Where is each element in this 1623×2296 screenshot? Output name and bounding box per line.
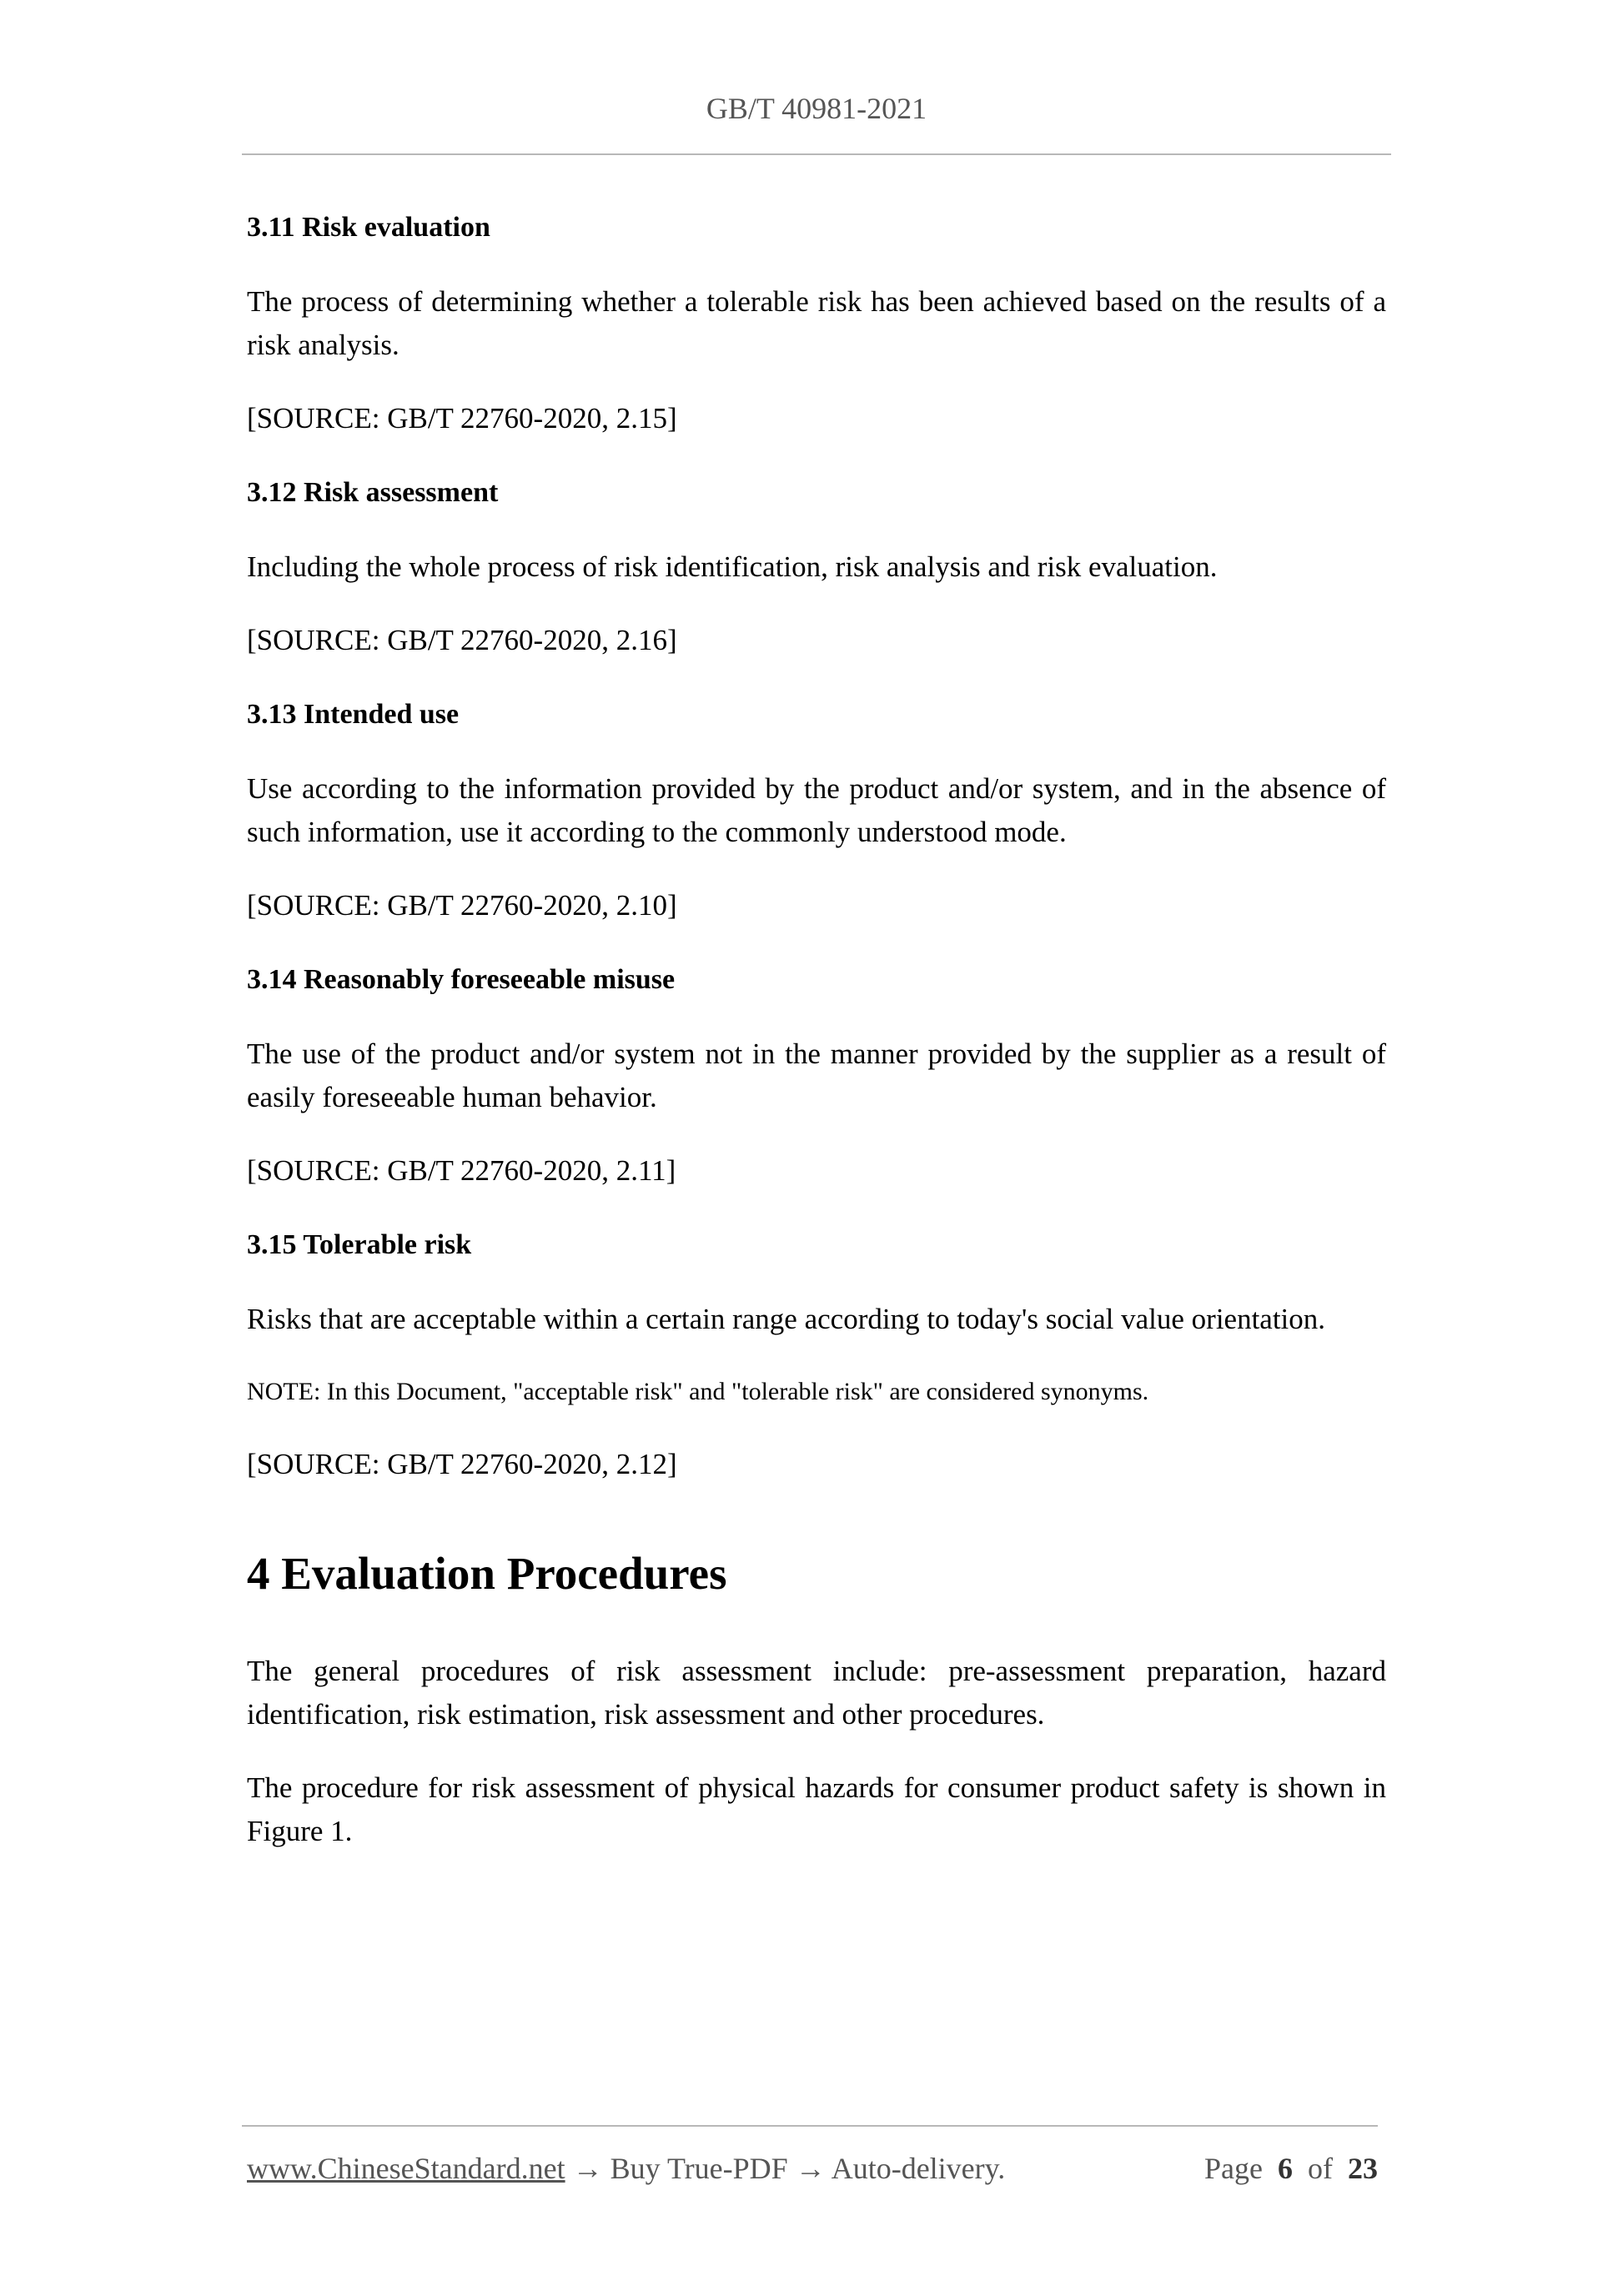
arrow-right-icon: → (572, 2152, 603, 2185)
footer-divider (242, 2125, 1378, 2127)
term-heading-3-12: 3.12 Risk assessment (247, 477, 499, 508)
section-4-paragraph-2: The procedure for risk assessment of physical hazards for consumer product safety is shown in Figure 1. (247, 1771, 1386, 1847)
term-source-3-12: [SOURCE: GB/T 22760-2020, 2.16] (247, 624, 677, 656)
page-number: 6 (1278, 2152, 1293, 2185)
footer-promo (247, 2148, 1005, 2188)
term-heading-3-14: 3.14 Reasonably foreseeable misuse (247, 964, 676, 995)
term-definition-3-11: The process of determining whether a tolerable risk has been achieved based on the results of a risk analysis. (247, 285, 1386, 361)
term-source-3-13: [SOURCE: GB/T 22760-2020, 2.10] (247, 889, 677, 922)
auto-delivery-text: Auto-delivery. (831, 2152, 1006, 2185)
term-definition-3-15: Risks that are acceptable within a certain range according to today's social value orientation. (247, 1303, 1326, 1335)
of-label: of (1308, 2152, 1333, 2185)
header-divider (242, 153, 1391, 155)
page-counter (1204, 2148, 1378, 2188)
term-heading-3-13: 3.13 Intended use (247, 699, 460, 730)
term-heading-3-15: 3.15 Tolerable risk (247, 1229, 472, 1260)
buy-true-pdf-text: Buy True-PDF (610, 2152, 788, 2185)
total-pages: 23 (1348, 2152, 1378, 2185)
page-header: GB/T 40981-2021 (706, 92, 927, 125)
document-body (247, 205, 1386, 1883)
term-note-3-15: NOTE: In this Document, "acceptable risk" and "tolerable risk" are considered synonyms. (247, 1378, 1149, 1405)
section-4-paragraph-1: The general procedures of risk assessment include: pre-assessment preparation, hazard identification, risk estimation, risk assessment and other procedures. (247, 1655, 1386, 1731)
term-source-3-11: [SOURCE: GB/T 22760-2020, 2.15] (247, 402, 677, 435)
term-heading-3-11: 3.11 Risk evaluation (247, 212, 490, 243)
page-label: Page (1204, 2152, 1263, 2185)
website-link[interactable]: www.ChineseStandard.net (247, 2152, 565, 2185)
term-definition-3-12: Including the whole process of risk identification, risk analysis and risk evaluation. (247, 550, 1218, 583)
term-definition-3-13: Use according to the information provided by the product and/or system, and in the absence of such information, use it according to the commonly understood mode. (247, 772, 1386, 848)
term-source-3-15: [SOURCE: GB/T 22760-2020, 2.12] (247, 1448, 677, 1480)
arrow-right-icon: → (795, 2152, 826, 2185)
term-source-3-14: [SOURCE: GB/T 22760-2020, 2.11] (247, 1154, 676, 1187)
section-heading-4: 4 Evaluation Procedures (247, 1548, 727, 1599)
term-definition-3-14: The use of the product and/or system not in the manner provided by the supplier as a result of easily foreseeable human behavior. (247, 1037, 1386, 1113)
